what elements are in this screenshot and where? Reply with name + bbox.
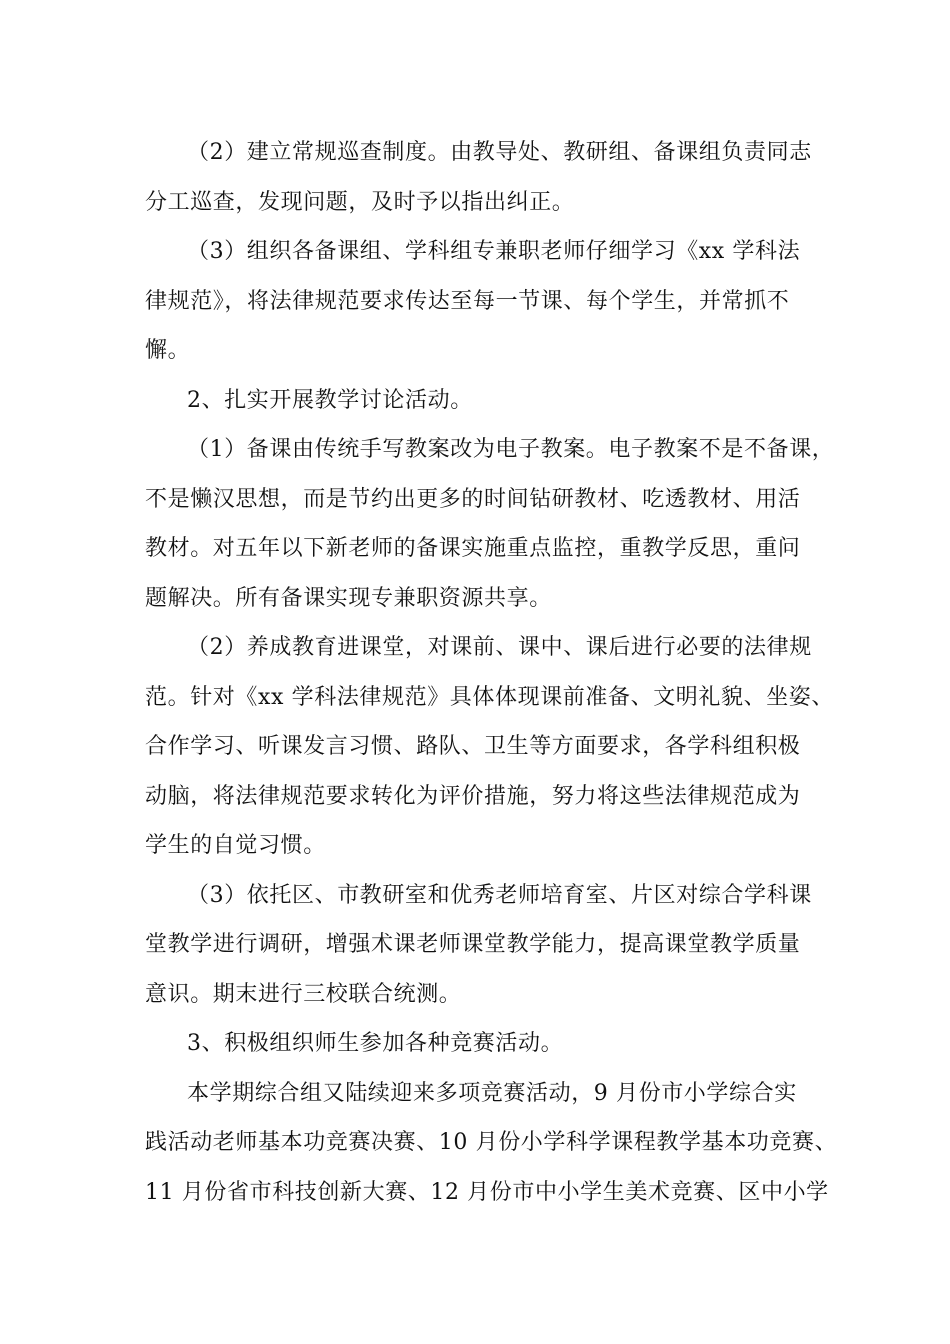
text-line: （3）组织各备课组、学科组专兼职老师仔细学习《xx 学科法 [187, 239, 801, 264]
text-line: 意识。期末进行三校联合统测。 [145, 981, 462, 1007]
text-line: （2）建立常规巡查制度。由教导处、教研组、备课组负责同志 [187, 140, 812, 165]
text-line: 律规范》，将法律规范要求传达至每一节课、每个学生，并常抓不 [145, 288, 790, 314]
text-line: 懈。 [145, 338, 191, 363]
section-heading: 3、积极组织师生参加各种竞赛活动。 [187, 1031, 564, 1056]
text-line: 堂教学进行调研，增强术课老师课堂教学能力，提高课堂教学质量 [145, 932, 801, 957]
text-line: （3）依托区、市教研室和优秀老师培育室、片区对综合学科课 [187, 882, 812, 908]
text-line: 教材。对五年以下新老师的备课实施重点监控，重教学反思，重问 [145, 536, 801, 561]
text-line: 动脑，将法律规范要求转化为评价措施，努力将这些法律规范成为 [145, 783, 801, 809]
text-line: 范。针对《xx 学科法律规范》具体体现课前准备、文明礼貌、坐姿、 [145, 684, 835, 710]
text-line: 合作学习、听课发言习惯、路队、卫生等方面要求，各学科组积极 [145, 734, 801, 759]
text-line: （2）养成教育进课堂，对课前、课中、课后进行必要的法律规 [187, 635, 812, 660]
text-line: 不是懒汉思想，而是节约出更多的时间钻研教材、吃透教材、用活 [145, 486, 801, 512]
text-line: （1）备课由传统手写教案改为电子教案。电子教案不是不备课， [187, 437, 835, 462]
document-body [145, 128, 838, 1217]
text-line: 学生的自觉习惯。 [145, 833, 326, 858]
text-line: 本学期综合组又陆续迎来多项竞赛活动，9 月份市小学综合实 [187, 1080, 797, 1106]
text-line: 题解决。所有备课实现专兼职资源共享。 [145, 585, 552, 611]
text-line: 11 月份省市科技创新大赛、12 月份市中小学生美术竞赛、区中小学 [145, 1179, 829, 1205]
text-line: 分工巡查，发现问题，及时予以指出纠正。 [145, 189, 575, 215]
text-line: 践活动老师基本功竞赛决赛、10 月份小学科学课程教学基本功竞赛、 [145, 1130, 838, 1155]
section-heading: 2、扎实开展教学讨论活动。 [187, 387, 473, 413]
